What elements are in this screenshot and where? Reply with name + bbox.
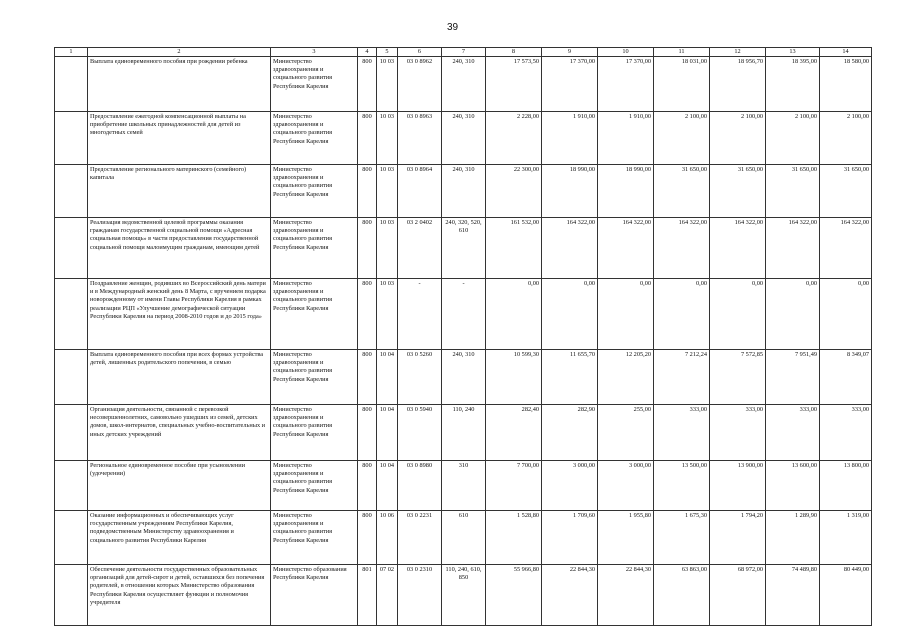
- header-cell: 12: [710, 48, 766, 57]
- amount-cell: 63 863,00: [654, 565, 710, 626]
- organization-cell: Министерство здравоохранения и социального развития Республики Карелия: [271, 461, 358, 511]
- item-name-cell: Предоставление ежегодной компенсационной выплаты на приобретение школьных принадлежностей для детей из многодетных семей: [88, 112, 271, 165]
- target-article-cell: 03 0 2231: [398, 511, 442, 565]
- section-code-cell: 10 03: [377, 57, 398, 112]
- ministry-code-cell: 801: [358, 565, 377, 626]
- amount-cell: 11 655,70: [542, 350, 598, 405]
- ministry-code-cell: 800: [358, 511, 377, 565]
- target-article-cell: 03 0 8963: [398, 112, 442, 165]
- table-row: [55, 405, 872, 461]
- amount-cell: 22 300,00: [486, 165, 542, 218]
- amount-cell: 31 650,00: [820, 165, 872, 218]
- target-article-cell: 03 0 2310: [398, 565, 442, 626]
- amount-cell: 333,00: [654, 405, 710, 461]
- item-name-cell: Выплата единовременного пособия при всех формах устройства детей, лишенных родительского попечения, в семью: [88, 350, 271, 405]
- header-cell: 14: [820, 48, 872, 57]
- table-row: [55, 350, 872, 405]
- amount-cell: 18 990,00: [598, 165, 654, 218]
- table-row: [55, 511, 872, 565]
- row-number-cell: [55, 57, 88, 112]
- expense-type-cell: 310: [442, 461, 486, 511]
- organization-cell: Министерство здравоохранения и социального развития Республики Карелия: [271, 405, 358, 461]
- organization-cell: Министерство здравоохранения и социального развития Республики Карелия: [271, 350, 358, 405]
- amount-cell: 1 709,60: [542, 511, 598, 565]
- item-name-cell: Реализация ведомственной целевой программы оказания гражданам государственной социальной помощи «Адресная социальная помощь» в части предоставления государственной социальной помощи малоимущим гражданам, имеющим детей: [88, 218, 271, 279]
- expense-type-cell: 240, 310: [442, 350, 486, 405]
- section-code-cell: 10 04: [377, 350, 398, 405]
- item-name-cell: Оказание информационных и обеспечивающих услуг государственным учреждениям Республики Карелия, подведомственным Министерству здравоохранения и социального развития Республики Карелия: [88, 511, 271, 565]
- amount-cell: 18 395,00: [766, 57, 820, 112]
- amount-cell: 255,00: [598, 405, 654, 461]
- amount-cell: 164 322,00: [820, 218, 872, 279]
- section-code-cell: 10 03: [377, 165, 398, 218]
- amount-cell: 7 951,49: [766, 350, 820, 405]
- amount-cell: 1 910,00: [542, 112, 598, 165]
- table-row: [55, 57, 872, 112]
- ministry-code-cell: 800: [358, 165, 377, 218]
- amount-cell: 13 500,00: [654, 461, 710, 511]
- amount-cell: 18 580,00: [820, 57, 872, 112]
- amount-cell: 164 322,00: [598, 218, 654, 279]
- header-cell: 8: [486, 48, 542, 57]
- amount-cell: 22 844,30: [542, 565, 598, 626]
- amount-cell: 0,00: [654, 279, 710, 350]
- amount-cell: 18 031,00: [654, 57, 710, 112]
- amount-cell: 17 370,00: [542, 57, 598, 112]
- organization-cell: Министерство здравоохранения и социального развития Республики Карелия: [271, 279, 358, 350]
- ministry-code-cell: 800: [358, 461, 377, 511]
- header-cell: 4: [358, 48, 377, 57]
- section-code-cell: 10 06: [377, 511, 398, 565]
- ministry-code-cell: 800: [358, 112, 377, 165]
- target-article-cell: 03 0 8964: [398, 165, 442, 218]
- header-cell: 2: [88, 48, 271, 57]
- amount-cell: 7 212,24: [654, 350, 710, 405]
- row-number-cell: [55, 112, 88, 165]
- organization-cell: Министерство образования Республики Карелия: [271, 565, 358, 626]
- amount-cell: 74 489,80: [766, 565, 820, 626]
- organization-cell: Министерство здравоохранения и социального развития Республики Карелия: [271, 218, 358, 279]
- amount-cell: 17 370,00: [598, 57, 654, 112]
- row-number-cell: [55, 279, 88, 350]
- organization-cell: Министерство здравоохранения и социального развития Республики Карелия: [271, 511, 358, 565]
- expense-type-cell: 240, 310: [442, 165, 486, 218]
- section-code-cell: 10 03: [377, 279, 398, 350]
- amount-cell: 0,00: [710, 279, 766, 350]
- amount-cell: 164 322,00: [766, 218, 820, 279]
- amount-cell: 12 205,20: [598, 350, 654, 405]
- item-name-cell: Предоставление регионального материнского (семейного) капитала: [88, 165, 271, 218]
- amount-cell: 0,00: [598, 279, 654, 350]
- item-name-cell: Поздравление женщин, родивших во Всероссийский день матери и в Международный женский день 8 Марта, с вручением подарка новорожденному от имени Главы Республики Карелия в рамках реализации РЦП «Улучшение демографической ситуации Республики Карелия на период 2008-2010 годов и до 2015 года»: [88, 279, 271, 350]
- amount-cell: 31 650,00: [710, 165, 766, 218]
- table-row: [55, 279, 872, 350]
- amount-cell: 8 349,07: [820, 350, 872, 405]
- amount-cell: 2 100,00: [820, 112, 872, 165]
- row-number-cell: [55, 165, 88, 218]
- amount-cell: 161 532,00: [486, 218, 542, 279]
- amount-cell: 10 599,30: [486, 350, 542, 405]
- header-cell: 9: [542, 48, 598, 57]
- amount-cell: 0,00: [542, 279, 598, 350]
- amount-cell: 1 955,80: [598, 511, 654, 565]
- row-number-cell: [55, 218, 88, 279]
- expense-type-cell: -: [442, 279, 486, 350]
- amount-cell: 80 449,00: [820, 565, 872, 626]
- amount-cell: 1 528,80: [486, 511, 542, 565]
- target-article-cell: 03 0 8962: [398, 57, 442, 112]
- header-cell: 5: [377, 48, 398, 57]
- amount-cell: 13 900,00: [710, 461, 766, 511]
- amount-cell: 0,00: [486, 279, 542, 350]
- row-number-cell: [55, 461, 88, 511]
- amount-cell: 22 844,30: [598, 565, 654, 626]
- amount-cell: 282,40: [486, 405, 542, 461]
- amount-cell: 1 910,00: [598, 112, 654, 165]
- amount-cell: 1 289,90: [766, 511, 820, 565]
- organization-cell: Министерство здравоохранения и социального развития Республики Карелия: [271, 57, 358, 112]
- amount-cell: 0,00: [766, 279, 820, 350]
- budget-table: [54, 47, 872, 626]
- row-number-cell: [55, 405, 88, 461]
- table-row: [55, 565, 872, 626]
- amount-cell: 333,00: [710, 405, 766, 461]
- header-cell: 11: [654, 48, 710, 57]
- target-article-cell: 03 2 0402: [398, 218, 442, 279]
- table-body: [55, 48, 872, 626]
- amount-cell: 2 228,00: [486, 112, 542, 165]
- row-number-cell: [55, 511, 88, 565]
- item-name-cell: Региональное единовременное пособие при усыновлении (удочерении): [88, 461, 271, 511]
- amount-cell: 13 800,00: [820, 461, 872, 511]
- row-number-cell: [55, 350, 88, 405]
- section-code-cell: 07 02: [377, 565, 398, 626]
- target-article-cell: 03 0 8980: [398, 461, 442, 511]
- ministry-code-cell: 800: [358, 350, 377, 405]
- amount-cell: 282,90: [542, 405, 598, 461]
- header-cell: 3: [271, 48, 358, 57]
- ministry-code-cell: 800: [358, 279, 377, 350]
- organization-cell: Министерство здравоохранения и социального развития Республики Карелия: [271, 165, 358, 218]
- amount-cell: 55 966,80: [486, 565, 542, 626]
- amount-cell: 31 650,00: [766, 165, 820, 218]
- expense-type-cell: 240, 310: [442, 57, 486, 112]
- organization-cell: Министерство здравоохранения и социального развития Республики Карелия: [271, 112, 358, 165]
- amount-cell: 7 572,85: [710, 350, 766, 405]
- amount-cell: 68 972,00: [710, 565, 766, 626]
- amount-cell: 164 322,00: [654, 218, 710, 279]
- amount-cell: 3 000,00: [542, 461, 598, 511]
- amount-cell: 3 000,00: [598, 461, 654, 511]
- table-row: [55, 461, 872, 511]
- amount-cell: 31 650,00: [654, 165, 710, 218]
- page-number: 39: [446, 22, 459, 33]
- amount-cell: 333,00: [820, 405, 872, 461]
- header-cell: 13: [766, 48, 820, 57]
- row-number-cell: [55, 565, 88, 626]
- target-article-cell: 03 0 5940: [398, 405, 442, 461]
- amount-cell: 7 700,00: [486, 461, 542, 511]
- amount-cell: 13 600,00: [766, 461, 820, 511]
- amount-cell: 2 100,00: [710, 112, 766, 165]
- amount-cell: 333,00: [766, 405, 820, 461]
- expense-type-cell: 240, 310: [442, 112, 486, 165]
- amount-cell: 1 794,20: [710, 511, 766, 565]
- header-cell: 10: [598, 48, 654, 57]
- amount-cell: 18 990,00: [542, 165, 598, 218]
- amount-cell: 1 319,00: [820, 511, 872, 565]
- amount-cell: 164 322,00: [542, 218, 598, 279]
- target-article-cell: 03 0 5260: [398, 350, 442, 405]
- amount-cell: 164 322,00: [710, 218, 766, 279]
- section-code-cell: 10 04: [377, 461, 398, 511]
- expense-type-cell: 610: [442, 511, 486, 565]
- amount-cell: 1 675,30: [654, 511, 710, 565]
- expense-type-cell: 110, 240, 610, 850: [442, 565, 486, 626]
- header-cell: 6: [398, 48, 442, 57]
- amount-cell: 2 100,00: [766, 112, 820, 165]
- table-row: [55, 112, 872, 165]
- section-code-cell: 10 03: [377, 218, 398, 279]
- ministry-code-cell: 800: [358, 57, 377, 112]
- expense-type-cell: 240, 320, 520, 610: [442, 218, 486, 279]
- section-code-cell: 10 04: [377, 405, 398, 461]
- section-code-cell: 10 03: [377, 112, 398, 165]
- amount-cell: 0,00: [820, 279, 872, 350]
- amount-cell: 2 100,00: [654, 112, 710, 165]
- header-row: [55, 48, 872, 57]
- item-name-cell: Обеспечение деятельности государственных образовательных организаций для детей-сирот и детей, оставшихся без попечения родителей, в отношении которых Министерство образования Республики Карелия осуществляет функции и полномочия учредителя: [88, 565, 271, 626]
- expense-type-cell: 110, 240: [442, 405, 486, 461]
- item-name-cell: Выплата единовременного пособия при рождении ребенка: [88, 57, 271, 112]
- amount-cell: 17 573,50: [486, 57, 542, 112]
- item-name-cell: Организация деятельности, связанной с перевозкой несовершеннолетних, самовольно ушедших из семей, детских домов, школ-интернатов, специальных учебно-воспитательных и иных детских учреждений: [88, 405, 271, 461]
- table-row: [55, 165, 872, 218]
- header-cell: 1: [55, 48, 88, 57]
- amount-cell: 18 956,70: [710, 57, 766, 112]
- target-article-cell: -: [398, 279, 442, 350]
- ministry-code-cell: 800: [358, 405, 377, 461]
- ministry-code-cell: 800: [358, 218, 377, 279]
- header-cell: 7: [442, 48, 486, 57]
- table-row: [55, 218, 872, 279]
